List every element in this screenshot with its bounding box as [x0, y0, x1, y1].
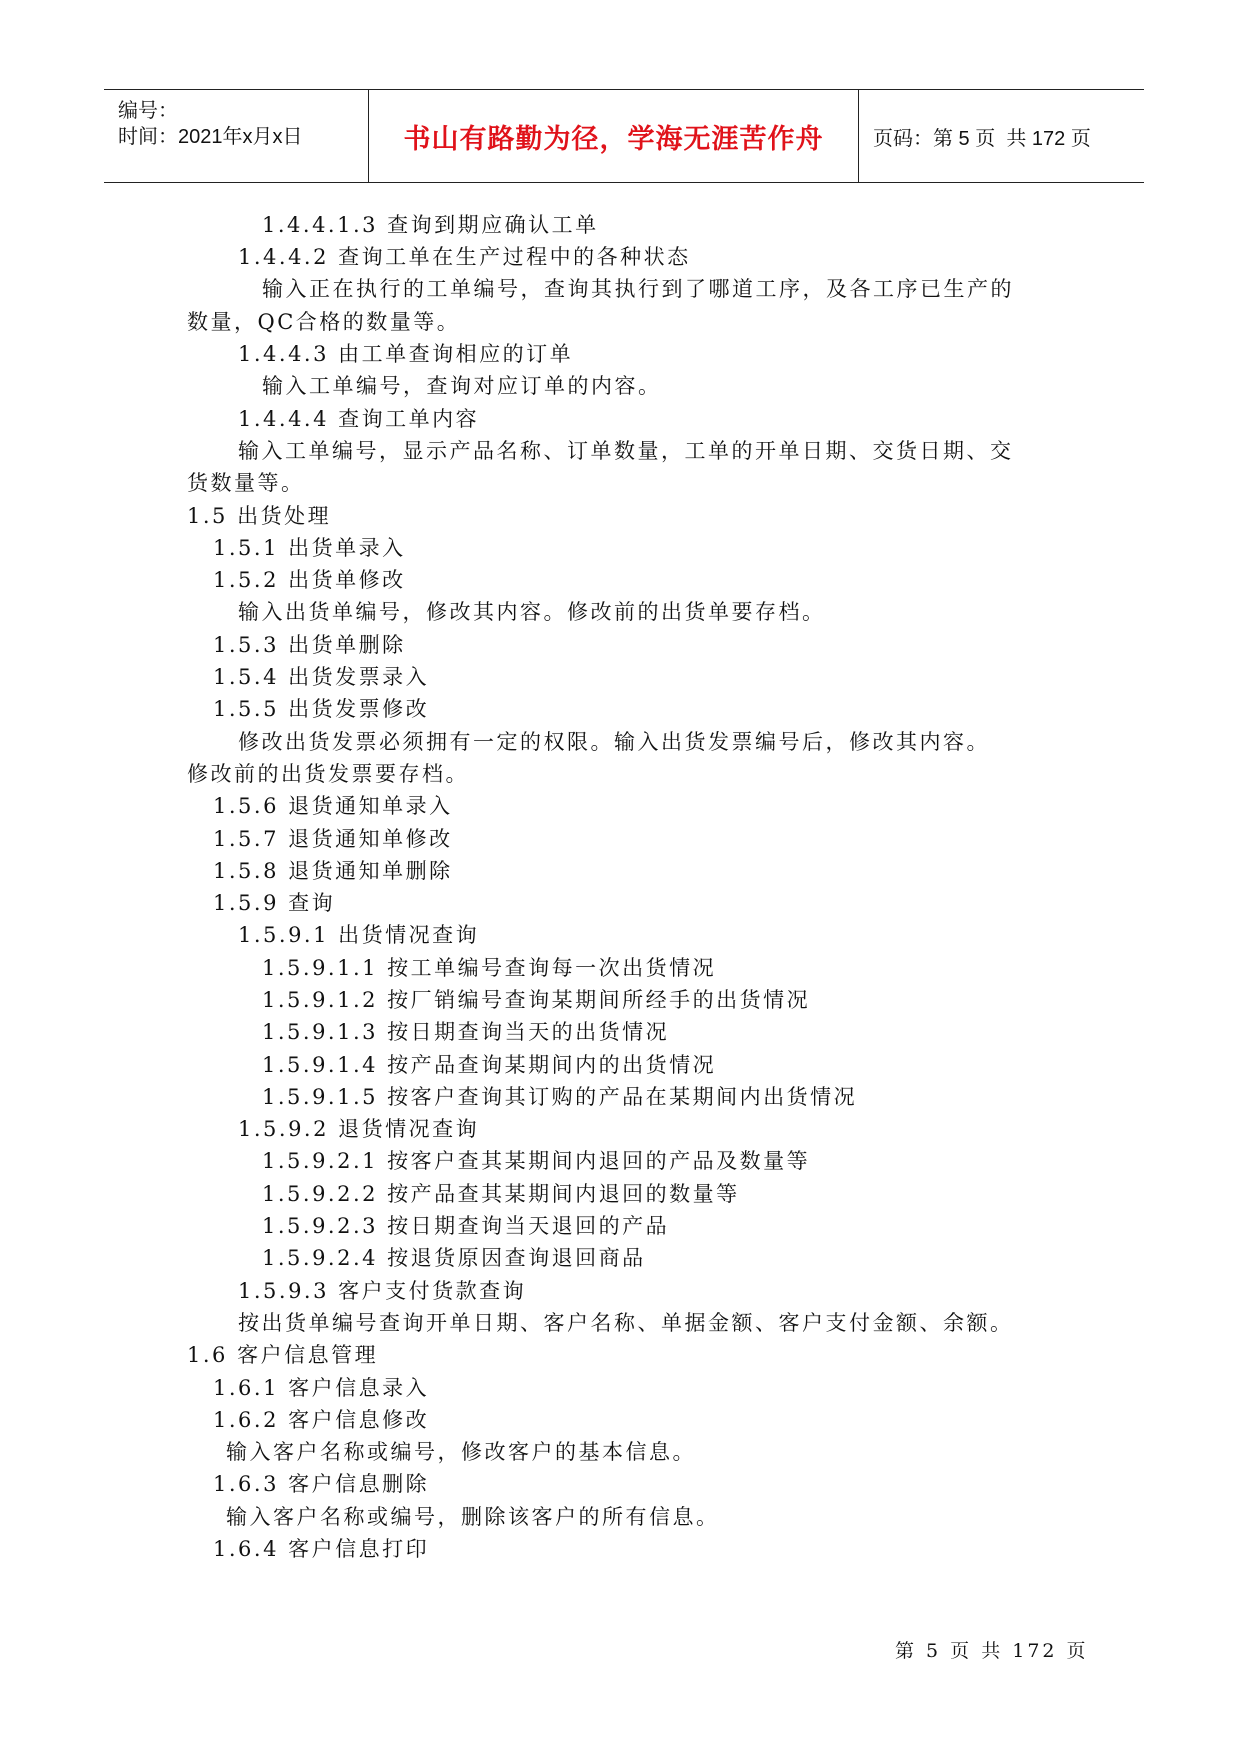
text-line: 1.5.9.1.5 按客户查询其订购的产品在某期间内出货情况	[262, 1085, 858, 1109]
text-line: 1.4.4.4 查询工单内容	[238, 407, 480, 431]
text-line: 货数量等。	[187, 471, 305, 495]
text-line: 1.4.4.1.3 查询到期应确认工单	[262, 213, 599, 237]
text-line: 1.5.9.1.4 按产品查询某期间内的出货情况	[262, 1053, 717, 1077]
text-line: 1.5.3 出货单删除	[213, 633, 406, 657]
text-line: 1.6.2 客户信息修改	[213, 1408, 430, 1432]
text-line: 输入工单编号，查询对应订单的内容。	[262, 374, 662, 398]
text-line: 1.5.5 出货发票修改	[213, 697, 430, 721]
text-line: 1.4.4.2 查询工单在生产过程中的各种状态	[238, 245, 691, 269]
text-line: 1.5.9.1.3 按日期查询当天的出货情况	[262, 1020, 670, 1044]
text-line: 1.5.9.2.2 按产品查其某期间内退回的数量等	[262, 1182, 740, 1206]
text-line: 1.5.9.2.4 按退货原因查询退回商品	[262, 1246, 646, 1270]
text-line: 1.5.9.1.2 按厂销编号查询某期间所经手的出货情况	[262, 988, 811, 1012]
text-line: 1.5.4 出货发票录入	[213, 665, 430, 689]
text-line: 输入工单编号，显示产品名称、订单数量，工单的开单日期、交货日期、交	[238, 439, 1014, 463]
text-line: 1.5.9.3 客户支付货款查询	[238, 1279, 527, 1303]
text-line: 1.6.1 客户信息录入	[213, 1376, 430, 1400]
text-line: 1.6.3 客户信息删除	[213, 1472, 430, 1496]
section-heading: 1.5 出货处理	[187, 504, 332, 528]
text-line: 按出货单编号查询开单日期、客户名称、单据金额、客户支付金额、余额。	[238, 1311, 1014, 1335]
text-line: 1.5.7 退货通知单修改	[213, 827, 453, 851]
text-line: 1.5.9 查询	[213, 891, 336, 915]
text-line: 1.5.2 出货单修改	[213, 568, 406, 592]
header-slogan: 书山有路勤为径，学海无涯苦作舟	[403, 123, 824, 154]
document-time: 时间：2021年x月x日	[118, 126, 303, 148]
text-line: 1.5.9.2 退货情况查询	[238, 1117, 480, 1141]
text-line: 1.5.9.1 出货情况查询	[238, 923, 480, 947]
text-line: 1.5.9.2.1 按客户查其某期间内退回的产品及数量等	[262, 1149, 811, 1173]
text-line: 数量，QC合格的数量等。	[187, 310, 461, 334]
section-heading: 1.6 客户信息管理	[187, 1343, 379, 1367]
page-footer: 第 5 页 共 172 页	[895, 1640, 1089, 1662]
document-number-label: 编号：	[118, 100, 178, 122]
text-line: 输入客户名称或编号，修改客户的基本信息。	[226, 1440, 696, 1464]
text-line: 输入出货单编号，修改其内容。修改前的出货单要存档。	[238, 600, 826, 624]
text-line: 修改出货发票必须拥有一定的权限。输入出货发票编号后，修改其内容。	[238, 730, 990, 754]
text-line: 1.5.9.2.3 按日期查询当天退回的产品	[262, 1214, 670, 1238]
header-page-code: 页码：第 5 页 共 172 页	[873, 127, 1091, 150]
text-line: 1.5.9.1.1 按工单编号查询每一次出货情况	[262, 956, 717, 980]
text-line: 修改前的出货发票要存档。	[187, 762, 469, 786]
text-line: 1.5.8 退货通知单删除	[213, 859, 453, 883]
text-line: 输入客户名称或编号，删除该客户的所有信息。	[226, 1505, 720, 1529]
text-line: 输入正在执行的工单编号，查询其执行到了哪道工序，及各工序已生产的	[262, 277, 1014, 301]
text-line: 1.5.6 退货通知单录入	[213, 794, 453, 818]
text-line: 1.6.4 客户信息打印	[213, 1537, 430, 1561]
text-line: 1.5.1 出货单录入	[213, 536, 406, 560]
text-line: 1.4.4.3 由工单查询相应的订单	[238, 342, 574, 366]
